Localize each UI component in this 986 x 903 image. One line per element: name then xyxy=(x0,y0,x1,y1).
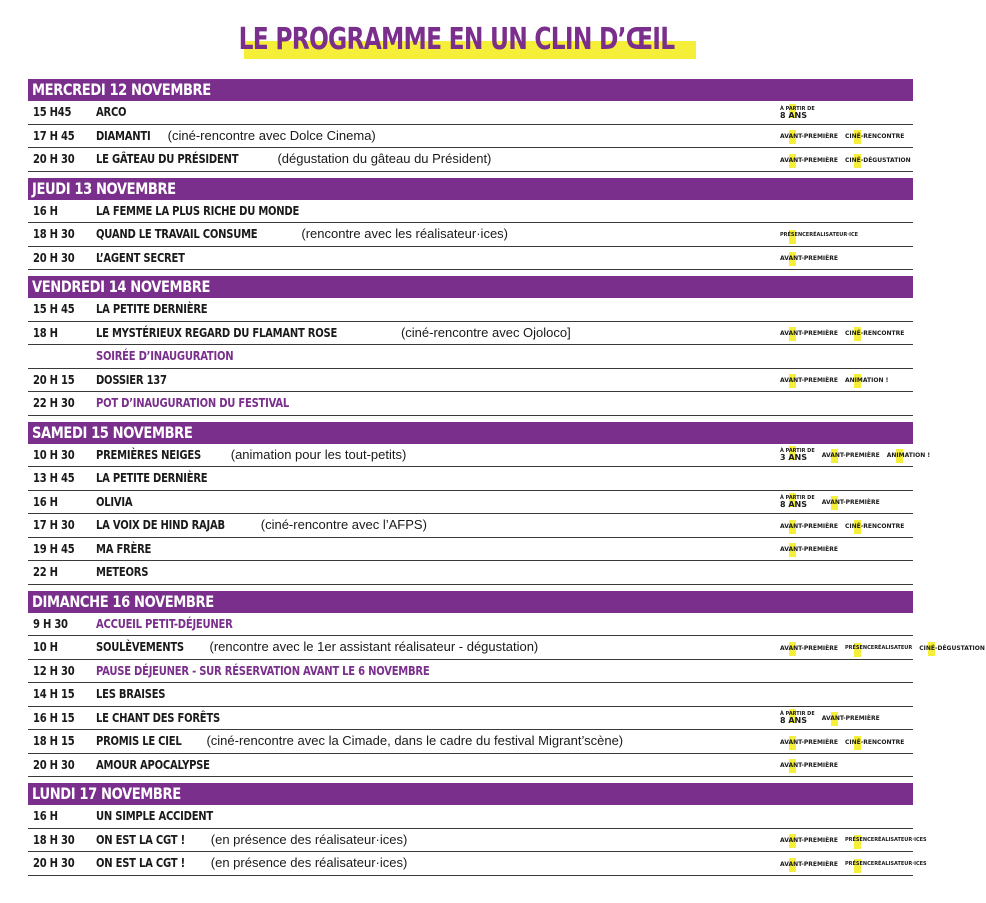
label-tag: AVANT-PREMIÈRE xyxy=(780,522,838,530)
event xyxy=(96,322,571,344)
label-tag: AVANT-PREMIÈRE xyxy=(780,255,838,262)
label-tag: AVANT-PREMIÈRE xyxy=(780,156,838,164)
tag-group xyxy=(779,758,839,774)
film-title: PREMIÈRES NEIGES xyxy=(96,446,201,462)
tag-group xyxy=(779,326,905,342)
label-tag: AVANT-PREMIÈRE xyxy=(780,546,838,553)
schedule-row xyxy=(28,683,913,707)
event-note: (en présence des réalisateur·ices) xyxy=(207,855,408,870)
tag-group xyxy=(779,833,928,849)
event xyxy=(96,538,165,560)
schedule-row xyxy=(28,514,913,538)
schedule-row xyxy=(28,852,927,876)
schedule-row xyxy=(28,247,913,271)
event-note: (rencontre avec le 1er assistant réalisateur - dégustation) xyxy=(205,639,539,654)
event-note: (ciné-rencontre avec la Cimade, dans le cadre du festival Migrant’scène) xyxy=(202,733,624,748)
presence-tag xyxy=(844,646,913,651)
screening-time: 18 H xyxy=(33,324,58,340)
label-tag: ANIMATION ! xyxy=(844,377,889,384)
age-tag xyxy=(779,107,816,120)
tag-main-text: RÉALISATEUR·ICES xyxy=(874,860,927,867)
event xyxy=(96,298,235,320)
screening-time: 16 H xyxy=(33,202,58,218)
film-title: ARCO xyxy=(96,104,127,119)
label-tag: AVANT-PREMIÈRE xyxy=(780,860,838,868)
tag-group xyxy=(779,373,889,389)
tag-group xyxy=(779,711,881,727)
film-title: LA VOIX DE HIND RAJAB xyxy=(96,517,225,532)
day-header xyxy=(28,422,913,444)
event xyxy=(96,392,337,414)
event xyxy=(96,707,251,729)
screening-time: 16 H xyxy=(33,808,58,823)
label-tag: AVANT-PREMIÈRE xyxy=(780,762,838,769)
special-event-title: PAUSE DÉJEUNER - SUR RÉSERVATION AVANT LE 6 NOVEMBRE xyxy=(96,662,430,678)
tag-top-text: PRÉSENCE xyxy=(844,644,875,651)
event-note: (en présence des réalisateur·ices) xyxy=(207,831,408,847)
film-title: LA PETITE DERNIÈRE xyxy=(96,470,208,485)
screening-time: 22 H xyxy=(33,564,58,579)
schedule-row xyxy=(28,444,931,468)
schedule-row xyxy=(28,200,913,224)
film-title: DIAMANTI xyxy=(96,127,151,143)
screening-time: 9 H 30 xyxy=(33,615,68,631)
event xyxy=(96,805,242,827)
event-note: (dégustation du gâteau du Président) xyxy=(273,151,492,166)
tag-group xyxy=(779,129,905,145)
schedule-row xyxy=(28,660,913,684)
schedule-row xyxy=(28,101,913,125)
tag-group xyxy=(779,227,859,243)
tag-group xyxy=(779,152,912,168)
film-title: PROMIS LE CIEL xyxy=(96,733,182,748)
special-event-title: POT D’INAUGURATION DU FESTIVAL xyxy=(96,395,290,410)
film-title: ON EST LA CGT ! xyxy=(96,855,185,870)
schedule-row xyxy=(28,298,913,322)
day-section xyxy=(28,591,985,778)
day-header xyxy=(28,591,913,613)
tag-group xyxy=(779,640,986,656)
label-tag: AVANT-PREMIÈRE xyxy=(821,499,880,506)
event-note: (rencontre avec les réalisateur·ices) xyxy=(297,226,508,241)
special-event-title: SOIRÉE D’INAUGURATION xyxy=(96,348,234,363)
age-tag xyxy=(779,449,816,462)
screening-time: 18 H 30 xyxy=(33,226,75,241)
event xyxy=(96,852,407,874)
screening-time: 15 H45 xyxy=(33,104,72,119)
label-tag: CINÉ-RENCONTRE xyxy=(844,522,905,530)
tag-main-text: 8 ANS xyxy=(780,110,807,120)
label-tag: CINÉ-RENCONTRE xyxy=(844,133,905,140)
screening-time: 16 H 15 xyxy=(33,709,75,725)
tag-group xyxy=(779,105,816,121)
screening-time: 20 H 30 xyxy=(33,855,75,870)
screening-time: 18 H 30 xyxy=(33,831,75,847)
event xyxy=(96,491,141,513)
tag-group xyxy=(779,518,905,534)
tag-group xyxy=(779,251,839,267)
tag-group xyxy=(779,542,839,558)
film-title: LE GÂTEAU DU PRÉSIDENT xyxy=(96,151,239,166)
screening-time: 15 H 45 xyxy=(33,301,75,316)
label-tag: AVANT-PREMIÈRE xyxy=(780,377,838,384)
day-header xyxy=(28,79,913,101)
event xyxy=(96,467,235,489)
event xyxy=(96,125,376,147)
tag-main-text: 8 ANS xyxy=(780,500,807,509)
tag-group xyxy=(779,856,928,872)
tag-main-text: RÉALISATEUR·ICE xyxy=(809,231,859,238)
day-header xyxy=(28,276,913,298)
day-label: VENDREDI 14 NOVEMBRE xyxy=(32,277,211,296)
tag-main-text: RÉALISATEUR xyxy=(874,644,913,651)
film-title: LE CHANT DES FORÊTS xyxy=(96,709,220,725)
label-tag: AVANT-PREMIÈRE xyxy=(780,738,838,746)
label-tag: AVANT-PREMIÈRE xyxy=(821,715,880,722)
special-event-title: ACCUEIL PETIT-DÉJEUNER xyxy=(96,615,233,631)
schedule-row xyxy=(28,369,913,393)
event xyxy=(96,754,238,776)
screening-time: 20 H 30 xyxy=(33,151,75,166)
screening-time: 17 H 30 xyxy=(33,517,75,532)
event xyxy=(96,345,268,367)
event xyxy=(96,829,407,851)
tag-main-text: 3 ANS xyxy=(780,453,807,462)
tag-top-text: À PARTIR DE xyxy=(780,711,815,717)
day-header xyxy=(28,783,913,805)
event-note: (ciné-rencontre avec Ojoloco] xyxy=(397,324,571,340)
tag-top-text: PRÉSENCE xyxy=(844,837,875,843)
event xyxy=(96,683,183,705)
screening-time: 12 H 30 xyxy=(33,662,75,678)
event xyxy=(96,148,491,170)
day-section xyxy=(28,178,913,271)
event xyxy=(96,223,508,245)
schedule-row xyxy=(28,636,985,660)
film-title: METEORS xyxy=(96,564,149,579)
schedule-row xyxy=(28,538,913,562)
screening-time: 19 H 45 xyxy=(33,540,75,556)
schedule-row xyxy=(28,561,913,585)
day-section xyxy=(28,783,927,876)
event xyxy=(96,101,134,123)
schedule-row xyxy=(28,491,913,515)
label-tag: AVANT-PREMIÈRE xyxy=(780,837,838,844)
event xyxy=(96,369,184,391)
film-title: MA FRÈRE xyxy=(96,540,152,556)
film-title: L’AGENT SECRET xyxy=(96,249,185,265)
event-note: (ciné-rencontre avec l’AFPS) xyxy=(257,517,427,532)
schedule-row xyxy=(28,730,913,754)
day-label: DIMANCHE 16 NOVEMBRE xyxy=(32,591,214,611)
screening-time: 17 H 45 xyxy=(33,127,75,143)
film-title: AMOUR APOCALYPSE xyxy=(96,756,210,772)
tag-group xyxy=(779,495,881,511)
screening-time: 20 H 30 xyxy=(33,756,75,772)
schedule-row xyxy=(28,829,927,853)
day-label: JEUDI 13 NOVEMBRE xyxy=(32,178,176,198)
tag-top-text: À PARTIR DE xyxy=(780,105,815,112)
tag-group xyxy=(779,448,931,464)
film-title: OLIVIA xyxy=(96,493,133,509)
film-title: ON EST LA CGT ! xyxy=(96,831,185,847)
screening-time: 14 H 15 xyxy=(33,686,75,701)
film-title: LA PETITE DERNIÈRE xyxy=(96,301,208,316)
schedule-row xyxy=(28,392,913,416)
screening-time: 18 H 15 xyxy=(33,733,75,748)
event-note: (animation pour les tout-petits) xyxy=(227,446,407,462)
schedule-row xyxy=(28,125,913,149)
schedule-row xyxy=(28,345,913,369)
film-title: QUAND LE TRAVAIL CONSUME xyxy=(96,226,258,241)
schedule-row xyxy=(28,322,913,346)
film-title: LES BRAISES xyxy=(96,686,166,701)
event-note: (ciné-rencontre avec Dolce Cinema) xyxy=(164,127,376,143)
screening-time: 20 H 15 xyxy=(33,371,75,387)
day-label: SAMEDI 15 NOVEMBRE xyxy=(32,422,193,442)
event xyxy=(96,660,513,682)
label-tag: CINÉ-DÉGUSTATION xyxy=(919,644,985,652)
event xyxy=(96,200,350,222)
label-tag: AVANT-PREMIÈRE xyxy=(780,330,838,337)
screening-time: 16 H xyxy=(33,493,58,509)
screening-time: 10 H xyxy=(33,639,58,654)
label-tag: AVANT-PREMIÈRE xyxy=(821,452,880,459)
film-title: LE MYSTÉRIEUX REGARD DU FLAMANT ROSE xyxy=(96,324,338,340)
schedule-row xyxy=(28,754,913,778)
tag-top-text: PRÉSENCE xyxy=(844,860,875,867)
label-tag: AVANT-PREMIÈRE xyxy=(780,133,838,140)
schedule-row xyxy=(28,613,913,637)
tag-top-text: PRÉSENCE xyxy=(780,231,810,238)
film-title: LA FEMME LA PLUS RICHE DU MONDE xyxy=(96,202,300,218)
day-section xyxy=(28,422,931,585)
schedule-row xyxy=(28,223,913,247)
tag-top-text: À PARTIR DE xyxy=(780,448,815,454)
event xyxy=(96,613,267,635)
event xyxy=(96,730,623,752)
event xyxy=(96,444,406,466)
film-title: SOULÈVEMENTS xyxy=(96,639,184,654)
schedule-row xyxy=(28,707,913,731)
event xyxy=(96,636,538,658)
film-title: UN SIMPLE ACCIDENT xyxy=(96,808,213,823)
screening-time: 13 H 45 xyxy=(33,470,75,485)
tag-main-text: 8 ANS xyxy=(780,716,807,725)
event xyxy=(96,561,161,583)
day-label: LUNDI 17 NOVEMBRE xyxy=(32,784,181,803)
screening-time: 20 H 30 xyxy=(33,249,75,265)
screening-time: 22 H 30 xyxy=(33,395,75,410)
day-label: MERCREDI 12 NOVEMBRE xyxy=(32,80,211,99)
tag-top-text: À PARTIR DE xyxy=(780,495,815,501)
age-tag xyxy=(779,496,816,509)
age-tag xyxy=(779,712,816,725)
schedule xyxy=(28,79,985,876)
label-tag: CINÉ-RENCONTRE xyxy=(844,330,905,337)
label-tag: AVANT-PREMIÈRE xyxy=(780,644,838,652)
event xyxy=(96,247,207,269)
label-tag: CINÉ-RENCONTRE xyxy=(844,738,905,746)
presence-tag xyxy=(844,838,928,843)
tag-main-text: RÉALISATEUR·ICES xyxy=(874,837,927,843)
schedule-row xyxy=(28,148,913,172)
day-header xyxy=(28,178,913,200)
label-tag: ANIMATION ! xyxy=(886,452,931,459)
page-header xyxy=(0,22,913,72)
schedule-row xyxy=(28,805,913,829)
label-tag: CINÉ-DÉGUSTATION xyxy=(844,156,911,164)
presence-tag xyxy=(779,233,859,238)
schedule-row xyxy=(28,467,913,491)
day-section xyxy=(28,276,913,416)
page-title: LE PROGRAMME EN UN CLIN D’ŒIL xyxy=(238,22,675,57)
tag-group xyxy=(779,734,905,750)
event xyxy=(96,514,427,536)
screening-time: 10 H 30 xyxy=(33,446,75,462)
presence-tag xyxy=(844,862,928,867)
day-section xyxy=(28,79,913,172)
film-title: DOSSIER 137 xyxy=(96,371,167,387)
